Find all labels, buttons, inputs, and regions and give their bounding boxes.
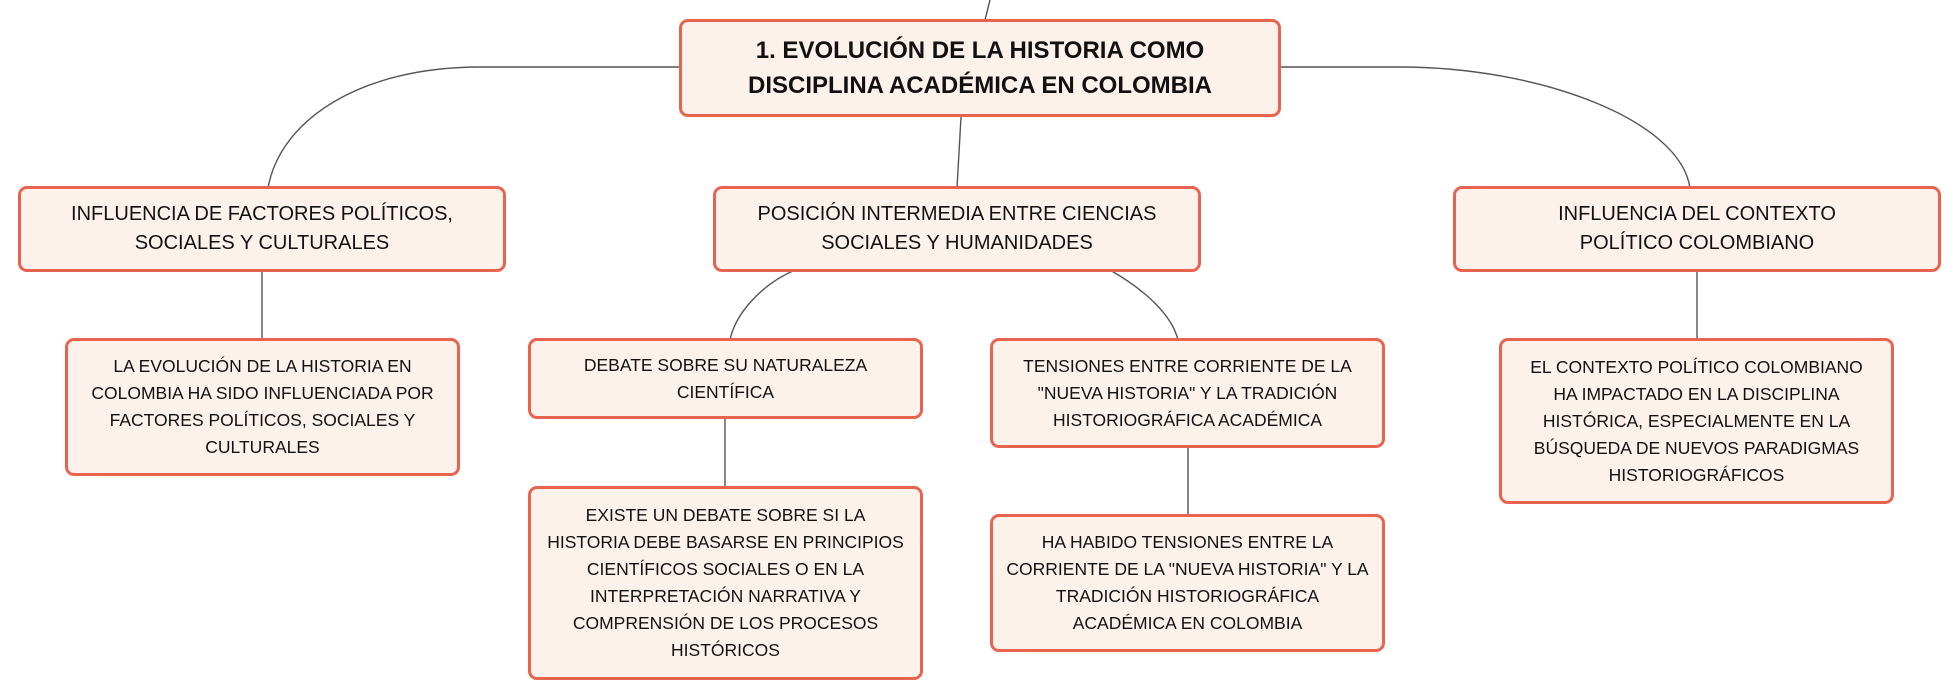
node-scientific-debate-detail[interactable] [528, 486, 923, 680]
node-nueva-historia-tensions[interactable] [990, 338, 1385, 448]
branch-intermediate-position[interactable] [713, 186, 1201, 272]
branch-label: INFLUENCIA DE FACTORES POLÍTICOS, SOCIALES Y CULTURALES [71, 203, 453, 254]
node-label: LA EVOLUCIÓN DE LA HISTORIA EN COLOMBIA HA SIDO INFLUENCIADA POR FACTORES POLÍTICOS, SOCIALES Y CULTURALES [91, 356, 434, 457]
root-node[interactable] [679, 19, 1281, 117]
node-label: HA HABIDO TENSIONES ENTRE LA CORRIENTE DE LA "NUEVA HISTORIA" Y LA TRADICIÓN HISTORIOGRÁFICA ACADÉMICA EN COLOMBIA [1006, 532, 1369, 633]
connector-parent-to-root [985, 0, 990, 20]
node-label: EXISTE UN DEBATE SOBRE SI LA HISTORIA DEBE BASARSE EN PRINCIPIOS CIENTÍFICOS SOCIALES O EN LA INTERPRETACIÓN NARRATIVA Y COMPRENSIÓN DE LOS PROCESOS HISTÓRICOS [547, 505, 904, 660]
branch-political-social-cultural-factors[interactable] [18, 186, 506, 272]
node-label: DEBATE SOBRE SU NATURALEZA CIENTÍFICA [583, 354, 868, 402]
node-factors-detail[interactable] [65, 338, 460, 476]
branch-label: INFLUENCIA DEL CONTEXTO POLÍTICO COLOMBIANO [1558, 203, 1836, 254]
connector-root-to-intermediate-position [957, 117, 961, 188]
node-label: TENSIONES ENTRE CORRIENTE DE LA "NUEVA HISTORIA" Y LA TRADICIÓN HISTORIOGRÁFICA ACADÉMICA [1023, 355, 1352, 430]
node-political-context-detail[interactable] [1499, 338, 1894, 504]
connector-root-to-political-context [1280, 67, 1690, 188]
node-scientific-nature-debate[interactable] [528, 338, 923, 419]
connector-root-to-political-factors [268, 67, 680, 188]
branch-colombian-political-context[interactable] [1453, 186, 1941, 272]
branch-label: POSICIÓN INTERMEDIA ENTRE CIENCIAS SOCIALES Y HUMANIDADES [757, 203, 1157, 254]
node-label: EL CONTEXTO POLÍTICO COLOMBIANO HA IMPACTADO EN LA DISCIPLINA HISTÓRICA, ESPECIALMENTE EN LA BÚSQUEDA DE NUEVOS PARADIGMAS HISTORIOGRÁFICOS [1530, 356, 1863, 485]
root-node-label: 1. EVOLUCIÓN DE LA HISTORIA COMO DISCIPLINA ACADÉMICA EN COLOMBIA [748, 37, 1212, 99]
connector-intermediate-to-tensions [1110, 270, 1178, 340]
connector-intermediate-to-debate [730, 270, 795, 340]
node-tensions-detail[interactable] [990, 514, 1385, 652]
